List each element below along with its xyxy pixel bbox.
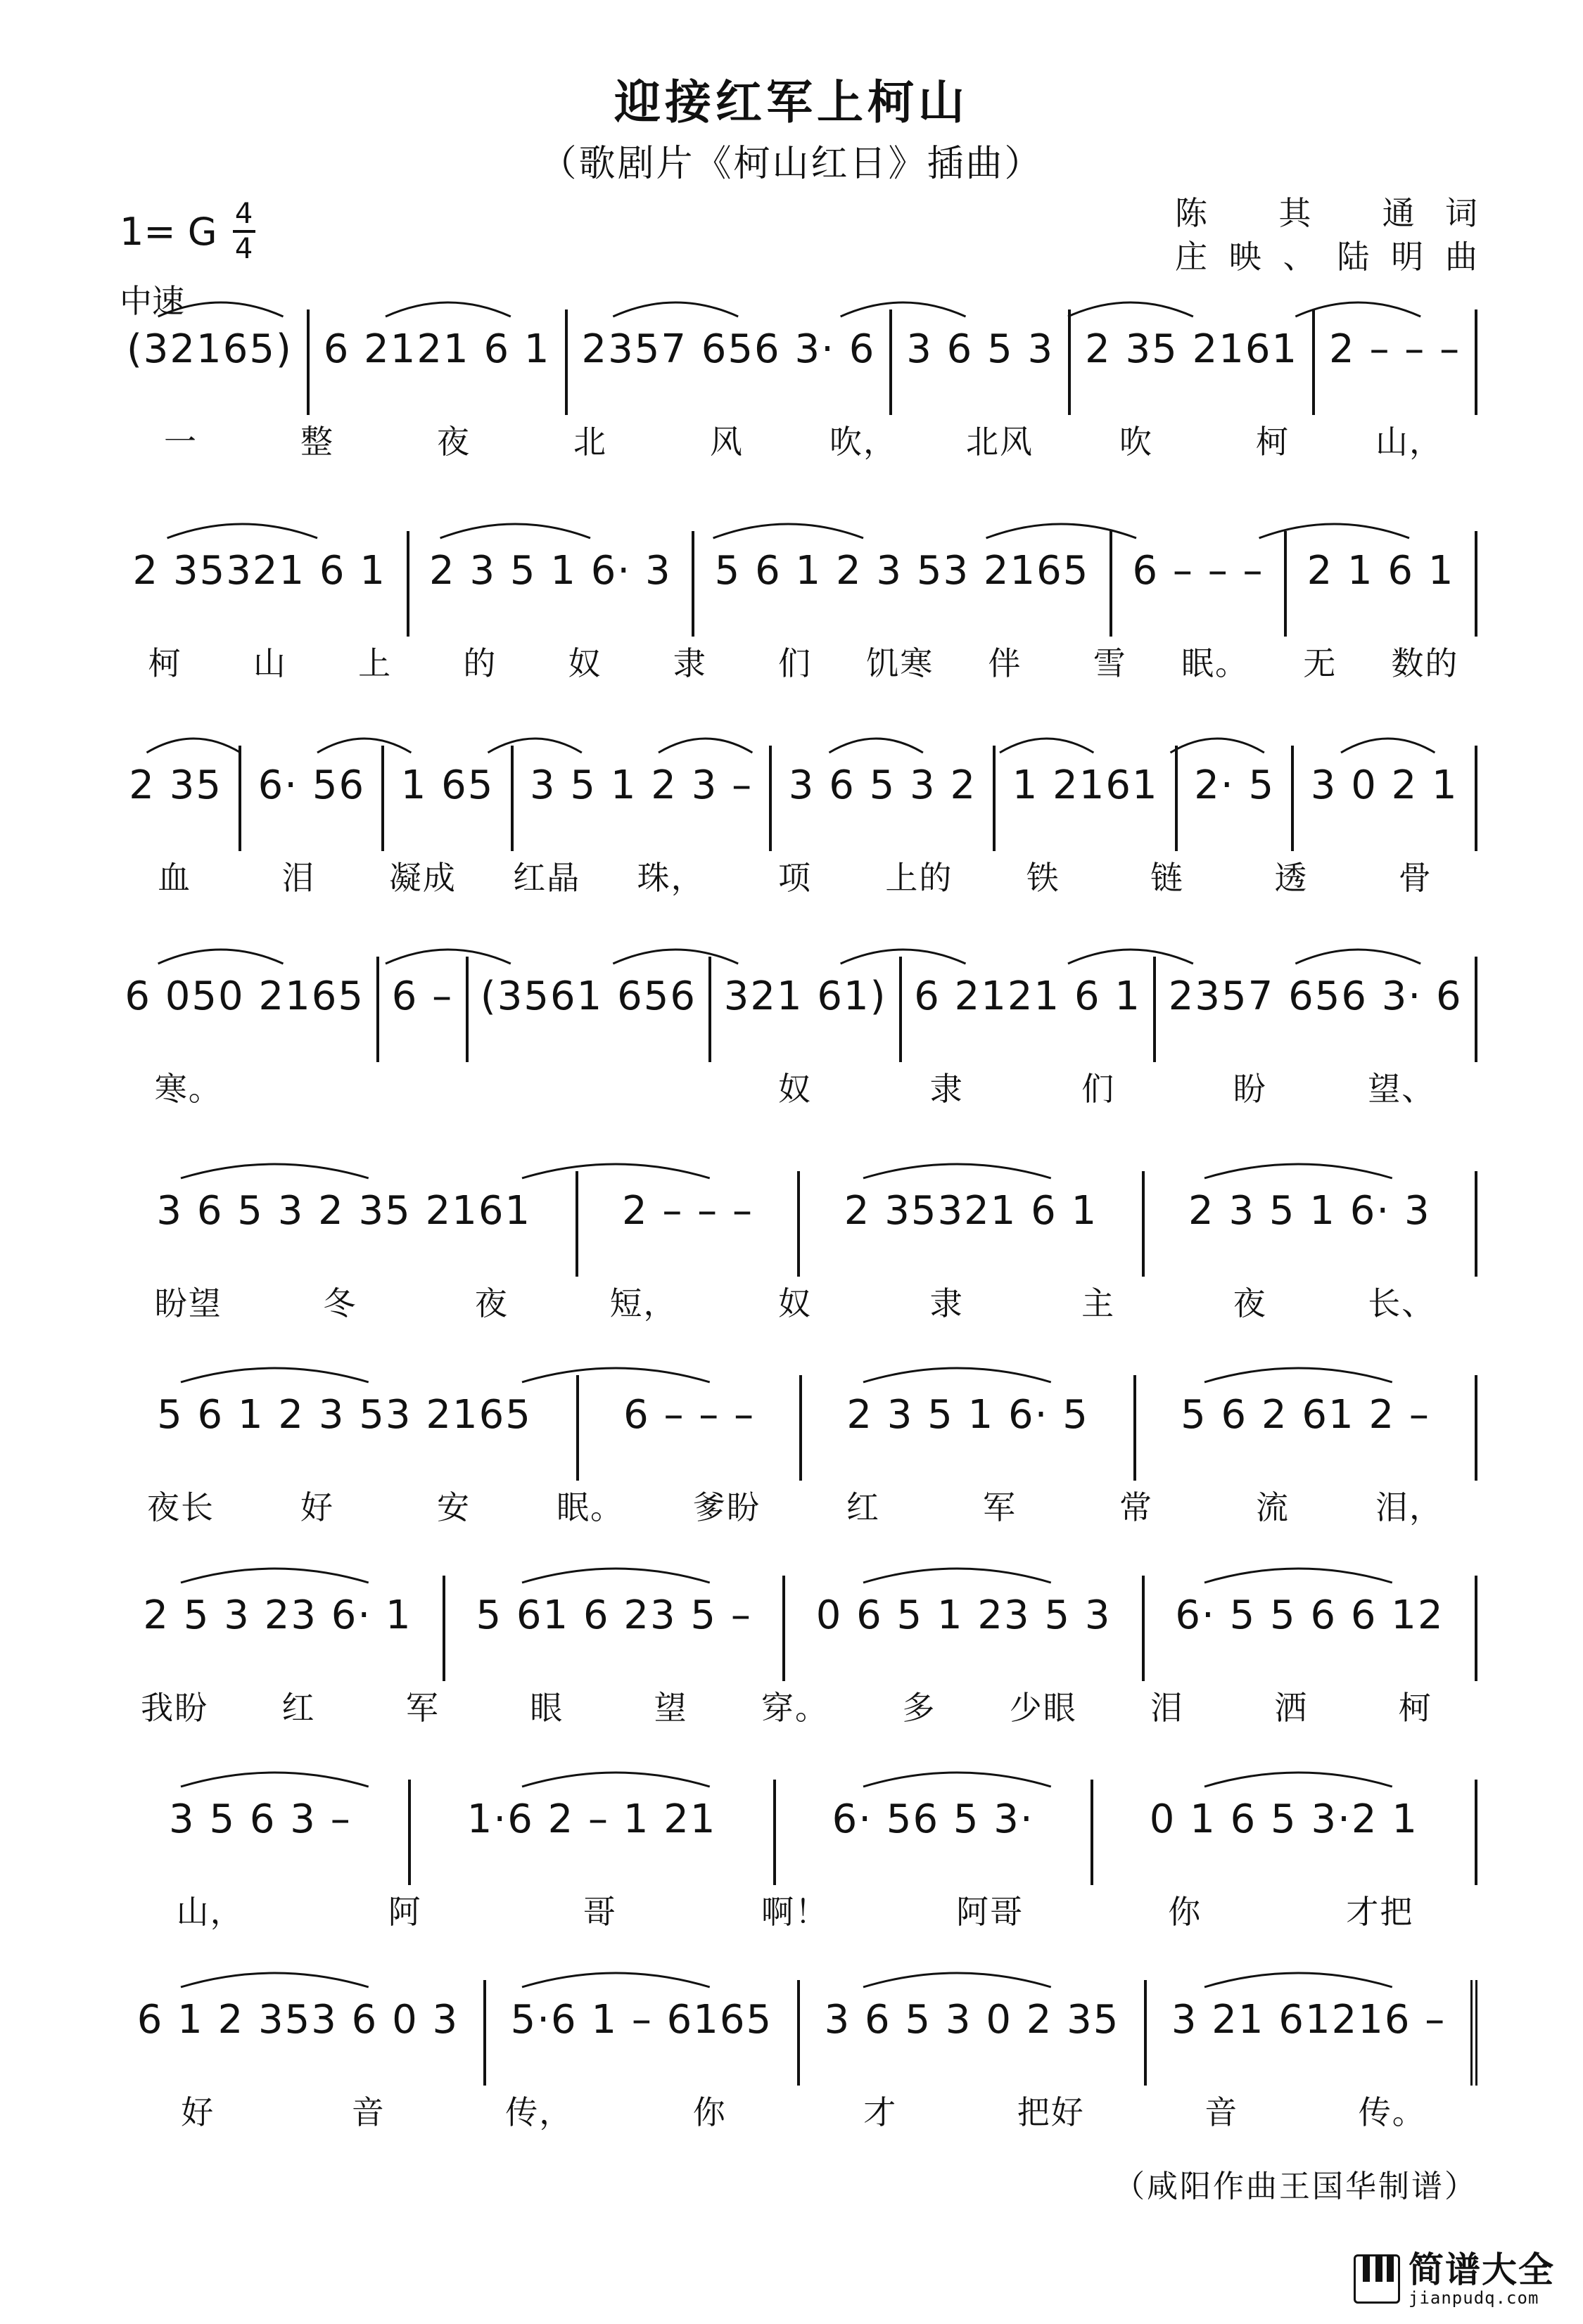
measure-notes: 2 35321 6 1 — [844, 1188, 1098, 1234]
lyric-syllable: 的 — [463, 644, 497, 682]
measure — [902, 957, 1157, 1062]
lyric-syllable: 红晶 — [513, 859, 581, 897]
lyric-syllable: 隶 — [673, 644, 707, 682]
lyric-syllable: 眠。 — [557, 1488, 624, 1526]
measure-notes: 3 5 6 3 – — [169, 1796, 352, 1842]
lyric-syllable: 多 — [902, 1689, 936, 1727]
lyric-syllable: 安 — [437, 1488, 471, 1526]
measure-notes: 6· 5 5 6 6 12 — [1175, 1592, 1444, 1638]
measure — [892, 309, 1071, 415]
measure — [1287, 531, 1477, 637]
lyric-syllable: 夜长 — [147, 1488, 215, 1526]
lyric-syllable: 吹， — [829, 423, 897, 461]
lyrics-row — [113, 416, 1477, 466]
lyric-syllable: 凝成 — [388, 859, 457, 897]
lyric-syllable: 望、 — [1368, 1070, 1436, 1108]
lyric-syllable: 好 — [300, 1488, 334, 1526]
measure — [772, 746, 996, 851]
lyric-syllable: 上 — [358, 644, 393, 682]
score-line — [113, 746, 1477, 902]
lyric-syllable: 隶 — [929, 1070, 964, 1108]
measure-notes: 6 1 2 353 6 0 3 — [136, 1997, 459, 2043]
score-line — [113, 1375, 1477, 1531]
measures — [113, 531, 1477, 637]
measures — [113, 1375, 1477, 1481]
lyric-syllable: 短， — [609, 1284, 678, 1322]
time-signature-bottom: 4 — [234, 233, 253, 265]
lyric-syllable: 山， — [176, 1893, 244, 1931]
lyric-syllable: 山， — [1375, 423, 1443, 461]
measure-notes: (32165) — [126, 326, 293, 372]
measure-notes: 2 3 5 1 6· 3 — [1188, 1188, 1431, 1234]
measure — [579, 1375, 802, 1481]
measure — [113, 531, 409, 637]
lyric-syllable: 隶 — [929, 1284, 964, 1322]
lyrics-row — [113, 1683, 1477, 1732]
measure — [411, 1780, 776, 1885]
notes-row — [113, 746, 1477, 851]
notes-row — [113, 1171, 1477, 1277]
lyric-syllable: 望 — [654, 1689, 688, 1727]
lyric-syllable — [416, 1064, 568, 1113]
measure-notes: 321 61) — [723, 973, 887, 1019]
score-line — [113, 309, 1477, 466]
song-title: 迎接红军上柯山 — [614, 75, 969, 129]
measure — [384, 746, 513, 851]
measure — [113, 1780, 411, 1885]
measure — [711, 957, 902, 1062]
measure-notes: 5 6 2 61 2 – — [1181, 1392, 1430, 1438]
measure-notes: 2 35 — [129, 762, 222, 808]
lyric-syllable: 少眼 — [1009, 1689, 1077, 1727]
lyric-syllable: 常 — [1119, 1488, 1153, 1526]
lyric-syllable: 红 — [846, 1488, 880, 1526]
measure-notes: 2 35321 6 1 — [132, 548, 386, 594]
notes-row — [113, 1780, 1477, 1885]
measure-notes: 2357 656 3· 6 — [1168, 973, 1463, 1019]
lyrics-row — [113, 2087, 1477, 2136]
measure-notes: 2 – – – — [621, 1188, 754, 1234]
measures — [113, 1171, 1477, 1277]
measure — [113, 957, 379, 1062]
measure — [1147, 1980, 1477, 2086]
lyric-syllable: 寒。 — [154, 1070, 222, 1108]
lyric-syllable: 好 — [181, 2093, 215, 2131]
lyric-syllable: 泪 — [281, 859, 316, 897]
measure — [1156, 957, 1477, 1062]
lyrics-row — [113, 1886, 1477, 1936]
measure-notes: 1 65 — [400, 762, 495, 808]
notes-row — [113, 1576, 1477, 1681]
tempo-marking: 中速 — [120, 282, 184, 320]
measure — [1112, 531, 1287, 637]
measure-notes: 6 050 2165 — [125, 973, 364, 1019]
lyric-syllable: 铁 — [1026, 859, 1060, 897]
piano-icon — [1354, 2254, 1400, 2304]
transcriber-credit: （咸阳作曲王国华制谱） — [1114, 2169, 1477, 2204]
measure-notes: 6· 56 5 3· — [832, 1796, 1034, 1842]
logo-name: 简谱大全 — [1409, 2249, 1555, 2290]
lyric-syllable: 伴 — [988, 644, 1022, 682]
measure — [1145, 1171, 1477, 1277]
measure — [113, 1171, 578, 1277]
lyric-syllable: 长、 — [1368, 1284, 1436, 1322]
measure-notes: 1·6 2 – 1 21 — [466, 1796, 717, 1842]
measure-notes: 3 6 5 3 0 2 35 — [824, 1997, 1120, 2043]
measure — [1136, 1375, 1477, 1481]
lyric-syllable: 一 — [164, 423, 198, 461]
lyric-syllable: 流 — [1256, 1488, 1290, 1526]
lyric-syllable: 泪， — [1375, 1488, 1443, 1526]
measure — [113, 1375, 579, 1481]
notes-row — [113, 309, 1477, 415]
measures — [113, 1980, 1477, 2086]
measures — [113, 1576, 1477, 1681]
lyric-syllable: 北 — [573, 423, 607, 461]
lyric-syllable: 透 — [1274, 859, 1309, 897]
score-line — [113, 1576, 1477, 1732]
lyric-syllable: 眠。 — [1181, 644, 1249, 682]
measure — [694, 531, 1112, 637]
lyric-syllable: 你 — [1168, 1893, 1202, 1931]
measure-notes: 6 – — [391, 973, 454, 1019]
lyric-syllable: 们 — [778, 644, 813, 682]
lyric-syllable: 你 — [692, 2093, 727, 2131]
measure — [409, 531, 695, 637]
lyric-syllable: 珠， — [637, 859, 705, 897]
measure-notes: 3 5 1 2 3 – — [530, 762, 754, 808]
measure-notes: 2· 5 — [1194, 762, 1276, 808]
measure — [776, 1780, 1093, 1885]
time-signature-top: 4 — [234, 198, 253, 230]
measures — [113, 746, 1477, 851]
lyric-syllable: 夜 — [437, 423, 471, 461]
key-label: 1= G — [120, 209, 217, 254]
lyric-syllable: 吹 — [1119, 423, 1153, 461]
score-line — [113, 1980, 1477, 2136]
lyric-syllable: 眼 — [530, 1689, 564, 1727]
measure — [469, 957, 712, 1062]
measure — [486, 1980, 800, 2086]
lyric-syllable: 们 — [1081, 1070, 1116, 1108]
lyric-syllable: 山 — [253, 644, 287, 682]
measure-notes: 6 – – – — [1132, 548, 1264, 594]
lyric-syllable: 阿哥 — [956, 1893, 1024, 1931]
lyric-syllable: 盼望 — [154, 1284, 222, 1322]
score-line — [113, 1780, 1477, 1936]
lyric-syllable: 传， — [505, 2093, 573, 2131]
lyrics-row — [113, 1278, 1477, 1327]
measure — [1315, 309, 1477, 415]
measure — [1294, 746, 1477, 851]
lyric-syllable: 洒 — [1274, 1689, 1309, 1727]
score-line — [113, 1171, 1477, 1327]
lyric-syllable: 北风 — [966, 423, 1034, 461]
measure — [514, 746, 773, 851]
measure-notes: 2 5 3 23 6· 1 — [143, 1592, 412, 1638]
lyric-syllable: 红 — [281, 1689, 316, 1727]
lyric-syllable: 冬 — [323, 1284, 357, 1322]
lyrics-row — [113, 1064, 1477, 1113]
lyric-syllable: 上的 — [885, 859, 953, 897]
measure-notes: 3 21 61216 – — [1171, 1997, 1447, 2043]
measure-notes: 6 – – – — [623, 1392, 756, 1438]
measure-notes: 0 1 6 5 3·2 1 — [1149, 1796, 1418, 1842]
measure — [241, 746, 384, 851]
measure-notes: 2 35 2161 — [1085, 326, 1299, 372]
lyric-syllable: 盼 — [1233, 1070, 1267, 1108]
lyric-syllable: 无 — [1303, 644, 1337, 682]
lyric-syllable: 音 — [351, 2093, 386, 2131]
lyric-syllable: 音 — [1204, 2093, 1239, 2131]
measure — [802, 1375, 1136, 1481]
lyric-syllable: 项 — [777, 859, 812, 897]
time-signature — [233, 198, 255, 264]
lyric-syllable: 奴 — [568, 644, 602, 682]
measure — [113, 1980, 486, 2086]
measure-notes: (3561 656 — [480, 973, 697, 1019]
measure — [113, 1576, 445, 1681]
lyric-syllable: 奴 — [778, 1070, 813, 1108]
measure — [1071, 309, 1315, 415]
lyric-syllable: 军 — [405, 1689, 440, 1727]
lyrics-row — [113, 1482, 1477, 1531]
lyric-syllable: 夜 — [1233, 1284, 1267, 1322]
measure — [800, 1980, 1147, 2086]
lyric-syllable: 柯 — [1398, 1689, 1432, 1727]
song-subtitle: （歌剧片《柯山红日》插曲） — [540, 143, 1043, 185]
lyric-syllable: 才 — [863, 2093, 898, 2131]
composer-credit: 庄映、陆明曲 — [1175, 238, 1477, 276]
lyric-syllable: 饥寒 — [866, 644, 934, 682]
measure-notes: 5 61 6 23 5 – — [476, 1592, 752, 1638]
lyric-syllable: 雪 — [1093, 644, 1127, 682]
measures — [113, 1780, 1477, 1885]
measure — [785, 1576, 1145, 1681]
lyricist-credit: 陈 其 通词 — [1175, 194, 1477, 232]
measure-notes: 3 6 5 3 2 — [788, 762, 977, 808]
lyric-syllable: 军 — [983, 1488, 1017, 1526]
measure-notes: 2 3 5 1 6· 3 — [429, 548, 672, 594]
measure — [996, 746, 1178, 851]
lyric-syllable: 才把 — [1346, 1893, 1414, 1931]
measure-notes: 2 3 5 1 6· 5 — [846, 1392, 1089, 1438]
measure-notes: 1 2161 — [1012, 762, 1159, 808]
measures — [113, 957, 1477, 1062]
measure — [113, 309, 310, 415]
lyric-syllable — [265, 1064, 417, 1113]
score-line — [113, 531, 1477, 687]
lyric-syllable: 我盼 — [141, 1689, 209, 1727]
lyrics-row — [113, 853, 1477, 902]
notes-row — [113, 1980, 1477, 2086]
lyric-syllable: 阿 — [388, 1893, 422, 1931]
notes-row — [113, 531, 1477, 637]
lyrics-row — [113, 638, 1477, 687]
measure — [379, 957, 468, 1062]
measure — [800, 1171, 1144, 1277]
measure-notes: 3 6 5 3 — [906, 326, 1055, 372]
measure — [113, 746, 241, 851]
measures — [113, 309, 1477, 415]
lyric-syllable: 整 — [300, 423, 334, 461]
measure-notes: 3 6 5 3 2 35 2161 — [156, 1188, 532, 1234]
lyric-syllable: 数的 — [1391, 644, 1459, 682]
measure-notes: 5 6 1 2 3 53 2165 — [157, 1392, 532, 1438]
measure — [1145, 1576, 1477, 1681]
measure-notes: 6· 56 — [258, 762, 366, 808]
measure — [310, 309, 568, 415]
lyric-syllable: 穿。 — [761, 1689, 829, 1727]
lyric-syllable: 夜 — [474, 1284, 509, 1322]
lyric-syllable: 链 — [1150, 859, 1185, 897]
lyric-syllable: 柯 — [1256, 423, 1290, 461]
lyric-syllable: 柯 — [148, 644, 182, 682]
measure — [568, 309, 893, 415]
measure-notes: 2 1 6 1 — [1307, 548, 1455, 594]
lyric-syllable: 爹盼 — [693, 1488, 761, 1526]
lyric-syllable: 哥 — [583, 1893, 617, 1931]
lyric-syllable: 主 — [1081, 1284, 1116, 1322]
measure — [578, 1171, 801, 1277]
score-line — [113, 957, 1477, 1113]
lyric-syllable: 风 — [710, 423, 744, 461]
lyric-syllable: 骨 — [1398, 859, 1432, 897]
measure-notes: 0 6 5 1 23 5 3 — [815, 1592, 1112, 1638]
measure-notes: 2357 656 3· 6 — [581, 326, 876, 372]
lyric-syllable: 泪 — [1150, 1689, 1185, 1727]
lyric-syllable: 把好 — [1017, 2093, 1085, 2131]
logo-url: jianpudq.com — [1409, 2288, 1539, 2308]
measure-notes: 6 2121 6 1 — [914, 973, 1142, 1019]
measure — [1093, 1780, 1477, 1885]
measure-notes: 3 0 2 1 — [1310, 762, 1458, 808]
measure-notes: 2 – – – — [1329, 326, 1461, 372]
notes-row — [113, 957, 1477, 1062]
site-logo[interactable] — [1354, 2251, 1555, 2307]
lyric-syllable: 传。 — [1358, 2093, 1426, 2131]
measure — [1178, 746, 1294, 851]
lyric-syllable: 啊！ — [761, 1893, 829, 1931]
measure — [445, 1576, 785, 1681]
measure-notes: 5·6 1 – 6165 — [510, 1997, 773, 2043]
measure-notes: 5 6 1 2 3 53 2165 — [714, 548, 1090, 594]
lyric-syllable: 血 — [158, 859, 192, 897]
key-signature — [120, 198, 255, 264]
credits — [1175, 191, 1477, 279]
notes-row — [113, 1375, 1477, 1481]
measure-notes: 6 2121 6 1 — [323, 326, 551, 372]
lyric-syllable: 奴 — [778, 1284, 813, 1322]
lyric-syllable — [568, 1064, 720, 1113]
